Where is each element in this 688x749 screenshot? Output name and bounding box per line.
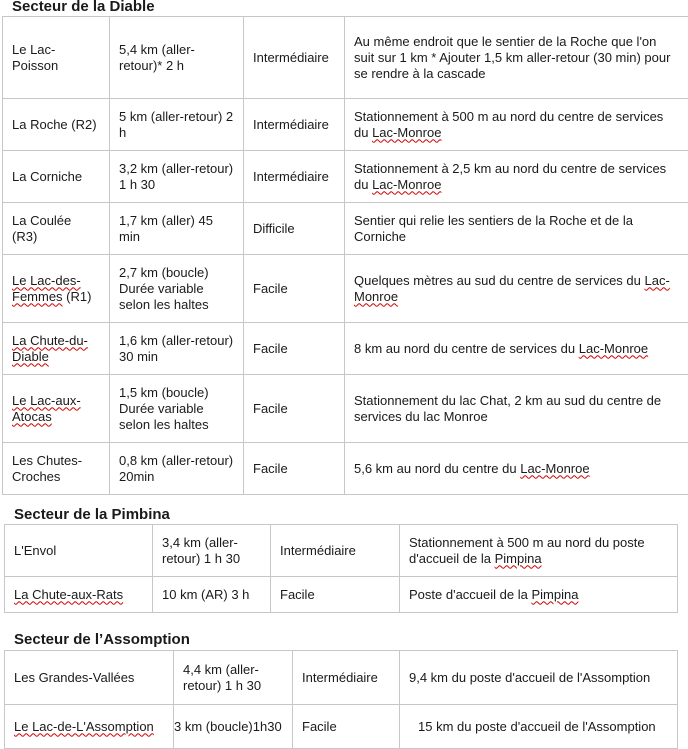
- trail-level: Facile: [244, 375, 345, 443]
- trail-name: La Coulée (R3): [3, 203, 110, 255]
- trail-table-assomption: [4, 650, 678, 749]
- trail-level: Facile: [293, 705, 400, 749]
- trail-note: 15 km du poste d'accueil de l'Assomption: [400, 705, 678, 749]
- trail-level: Intermédiaire: [244, 99, 345, 151]
- trail-distance: 10 km (AR) 3 h: [153, 577, 271, 613]
- section-title-diable: Secteur de la Diable: [12, 0, 155, 15]
- table-row: [5, 651, 678, 705]
- place-link: Lac-Monroe: [372, 125, 441, 140]
- trail-level: Intermédiaire: [244, 151, 345, 203]
- trail-name: L'Envol: [5, 525, 153, 577]
- place-link: Pimpina: [495, 551, 542, 566]
- trail-note: 8 km au nord du centre de services du Lac-Monroe: [345, 323, 688, 375]
- trail-distance: 1,5 km (boucle) Durée variable selon les haltes: [110, 375, 244, 443]
- trail-level: Intermédiaire: [271, 525, 400, 577]
- table-row: [5, 525, 678, 577]
- place-link: Lac-Monroe: [520, 461, 589, 476]
- table-row: [3, 203, 688, 255]
- trail-level: Difficile: [244, 203, 345, 255]
- trail-distance: 3,4 km (aller-retour) 1 h 30: [153, 525, 271, 577]
- trail-note: Quelques mètres au sud du centre de services du Lac-Monroe: [345, 255, 688, 323]
- trail-level: Facile: [244, 255, 345, 323]
- trail-level: Intermédiaire: [293, 651, 400, 705]
- trail-name: La Chute-du-Diable: [3, 323, 110, 375]
- trail-level: Intermédiaire: [244, 17, 345, 99]
- trail-distance: 4,4 km (aller-retour) 1 h 30: [174, 651, 293, 705]
- trail-table-diable: [2, 16, 688, 495]
- trail-name: Les Grandes-Vallées: [5, 651, 174, 705]
- trail-name: La Chute-aux-Rats: [5, 577, 153, 613]
- trail-distance: 1,7 km (aller) 45 min: [110, 203, 244, 255]
- trail-note: Stationnement à 2,5 km au nord du centre de services du Lac-Monroe: [345, 151, 688, 203]
- table-row: [3, 17, 688, 99]
- table-row: [3, 151, 688, 203]
- trail-distance: 3 km (boucle)1h30: [174, 705, 293, 749]
- table-row: [3, 323, 688, 375]
- trail-distance: 0,8 km (aller-retour) 20min: [110, 443, 244, 495]
- trail-note: Stationnement du lac Chat, 2 km au sud du centre de services du lac Monroe: [345, 375, 688, 443]
- trail-name: La Corniche: [3, 151, 110, 203]
- trail-level: Facile: [244, 443, 345, 495]
- section-title-assomption: Secteur de l’Assomption: [14, 631, 190, 648]
- trail-name: La Roche (R2): [3, 99, 110, 151]
- place-link: Pimpina: [531, 587, 578, 602]
- trail-name: Le Lac-des-Femmes (R1): [3, 255, 110, 323]
- section-title-pimbina: Secteur de la Pimbina: [14, 506, 170, 523]
- trail-distance: 1,6 km (aller-retour) 30 min: [110, 323, 244, 375]
- trail-name: Le Lac-aux-Atocas: [3, 375, 110, 443]
- trail-level: Facile: [271, 577, 400, 613]
- trail-note: 5,6 km au nord du centre du Lac-Monroe: [345, 443, 688, 495]
- trail-name: Le Lac-Poisson: [3, 17, 110, 99]
- trail-name: Les Chutes-Croches: [3, 443, 110, 495]
- table-row: [5, 577, 678, 613]
- trail-level: Facile: [244, 323, 345, 375]
- trail-distance: 3,2 km (aller-retour) 1 h 30: [110, 151, 244, 203]
- trail-note: Stationnement à 500 m au nord du centre de services du Lac-Monroe: [345, 99, 688, 151]
- trail-note: Au même endroit que le sentier de la Roche que l'on suit sur 1 km * Ajouter 1,5 km aller-retour (30 min) pour se rendre à la cascade: [345, 17, 688, 99]
- trail-distance: 2,7 km (boucle) Durée variable selon les haltes: [110, 255, 244, 323]
- table-row: [3, 375, 688, 443]
- table-row: [3, 99, 688, 151]
- place-link: Lac-Monroe: [579, 341, 648, 356]
- trail-distance: 5,4 km (aller-retour)* 2 h: [110, 17, 244, 99]
- trail-note: Sentier qui relie les sentiers de la Roche et de la Corniche: [345, 203, 688, 255]
- trail-distance: 5 km (aller-retour) 2 h: [110, 99, 244, 151]
- table-row: [5, 705, 678, 749]
- place-link: Lac-Monroe: [354, 273, 670, 304]
- trail-note: 9,4 km du poste d'accueil de l'Assomption: [400, 651, 678, 705]
- table-row: [3, 443, 688, 495]
- trail-note: Poste d'accueil de la Pimpina: [400, 577, 678, 613]
- place-link: Lac-Monroe: [372, 177, 441, 192]
- trail-table-pimbina: [4, 524, 678, 613]
- trail-note: Stationnement à 500 m au nord du poste d'accueil de la Pimpina: [400, 525, 678, 577]
- table-row: [3, 255, 688, 323]
- trail-name: Le Lac-de-L'Assomption: [5, 705, 174, 749]
